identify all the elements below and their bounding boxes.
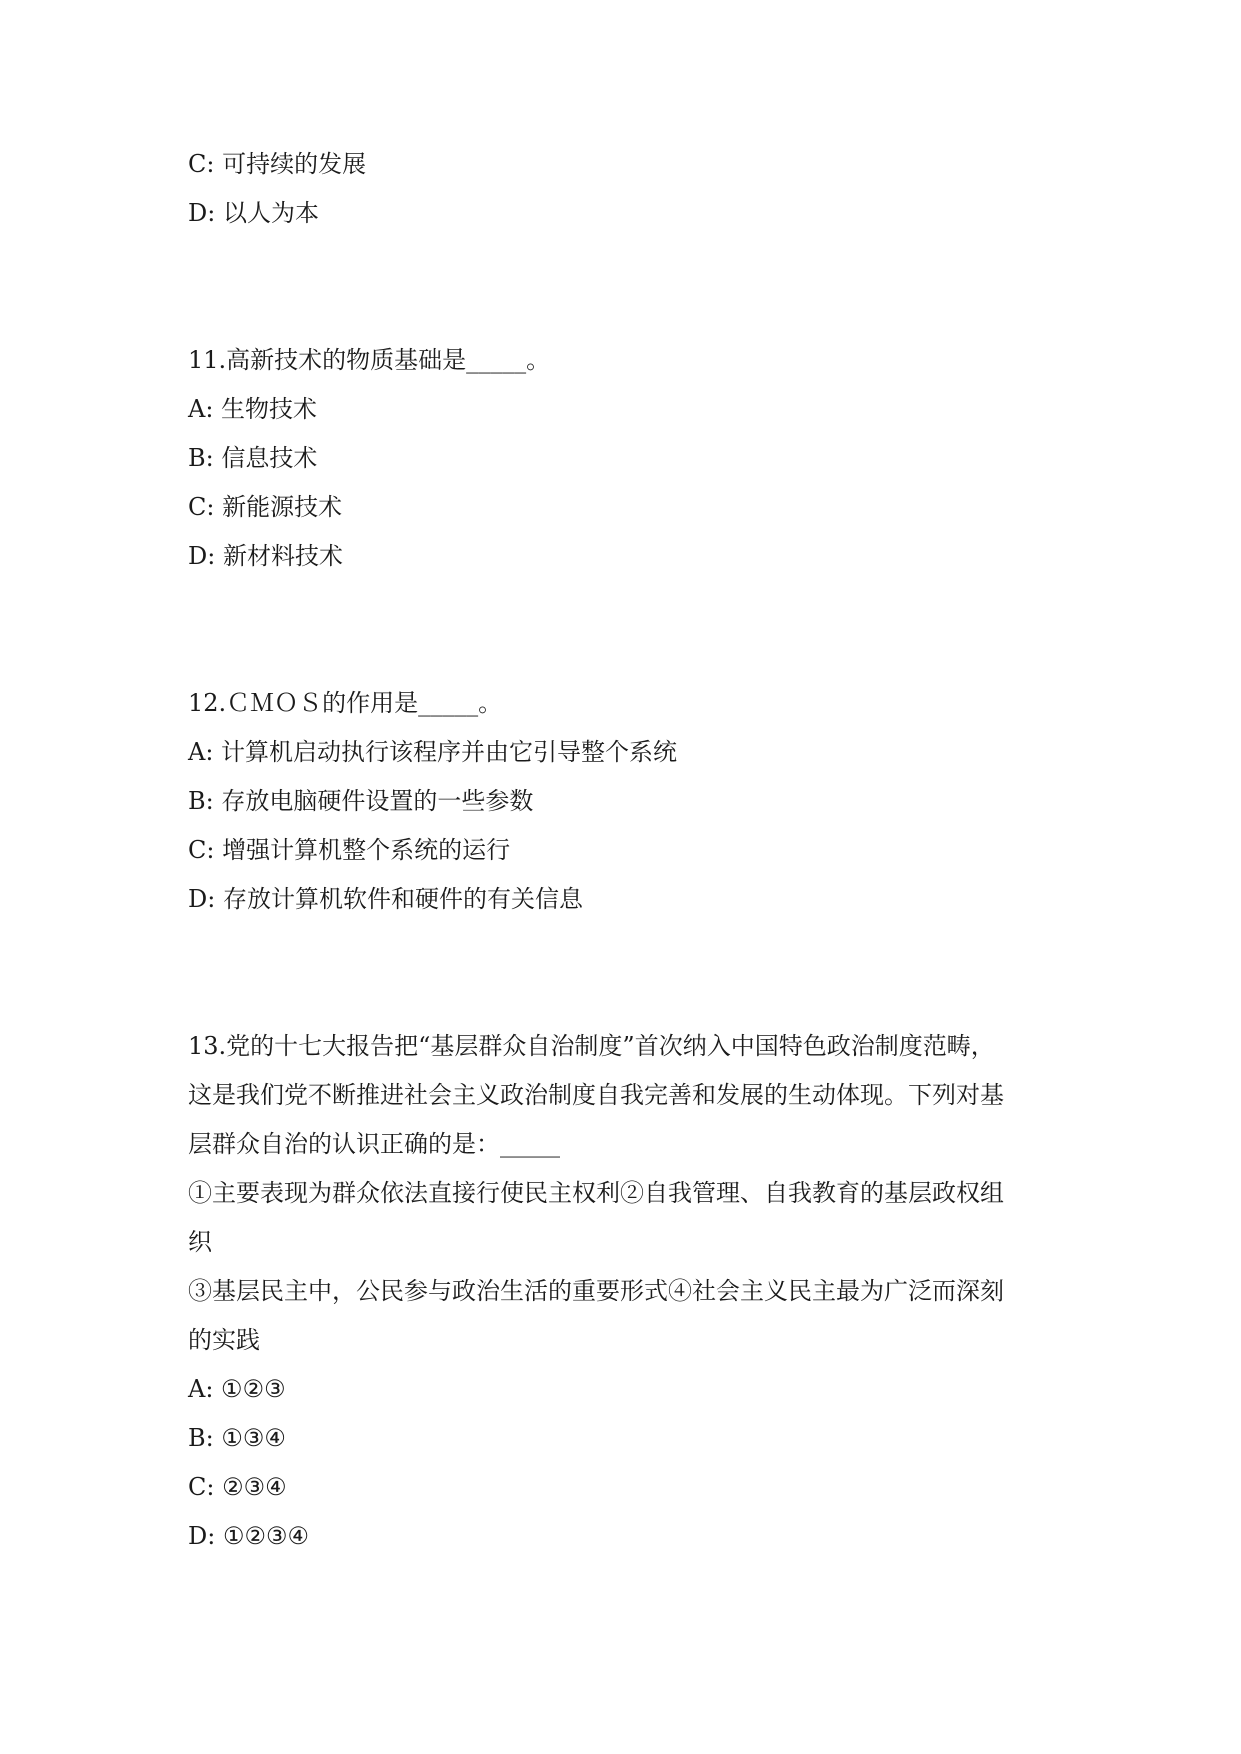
option-a: A: 计算机启动执行该程序并由它引导整个系统 xyxy=(188,738,678,766)
question-stem-line: 这是我们党不断推进社会主义政治制度自我完善和发展的生动体现。下列对基 xyxy=(188,1081,1004,1109)
document-page xyxy=(188,140,1058,1561)
question-12 xyxy=(188,679,1058,924)
question-11 xyxy=(188,336,1058,581)
option-b: B: 信息技术 xyxy=(188,444,318,472)
option-c: C: 增强计算机整个系统的运行 xyxy=(188,836,511,864)
question-stem: 12.ＣＭＯＳ的作用是_____。 xyxy=(188,689,503,717)
option-d: D: 以人为本 xyxy=(188,199,319,227)
question-13 xyxy=(188,1022,1058,1561)
option-a: A: 生物技术 xyxy=(188,395,318,423)
option-d: D: ①②③④ xyxy=(188,1522,310,1550)
question-stem: 11.高新技术的物质基础是_____。 xyxy=(188,346,551,374)
option-d: D: 新材料技术 xyxy=(188,542,343,570)
spacer xyxy=(188,581,1058,679)
option-c: C: 新能源技术 xyxy=(188,493,343,521)
option-b: B: 存放电脑硬件设置的一些参数 xyxy=(188,787,534,815)
question-stem-line: ③基层民主中，公民参与政治生活的重要形式④社会主义民主最为广泛而深刻 xyxy=(188,1277,1004,1305)
question-stem-line: 层群众自治的认识正确的是：_____ xyxy=(188,1130,560,1158)
option-c: C: ②③④ xyxy=(188,1473,287,1501)
option-d: D: 存放计算机软件和硬件的有关信息 xyxy=(188,885,583,913)
spacer xyxy=(188,238,1058,336)
option-b: B: ①③④ xyxy=(188,1424,286,1452)
option-c: C: 可持续的发展 xyxy=(188,150,367,178)
question-stem-line: 的实践 xyxy=(188,1326,260,1354)
question-stem-line: 织 xyxy=(188,1228,212,1256)
question-stem-line: ①主要表现为群众依法直接行使民主权利②自我管理、自我教育的基层政权组 xyxy=(188,1179,1004,1207)
spacer xyxy=(188,924,1058,1022)
option-a: A: ①②③ xyxy=(188,1375,286,1403)
question-stem-line: 13.党的十七大报告把“基层群众自治制度”首次纳入中国特色政治制度范畴， xyxy=(188,1032,995,1060)
